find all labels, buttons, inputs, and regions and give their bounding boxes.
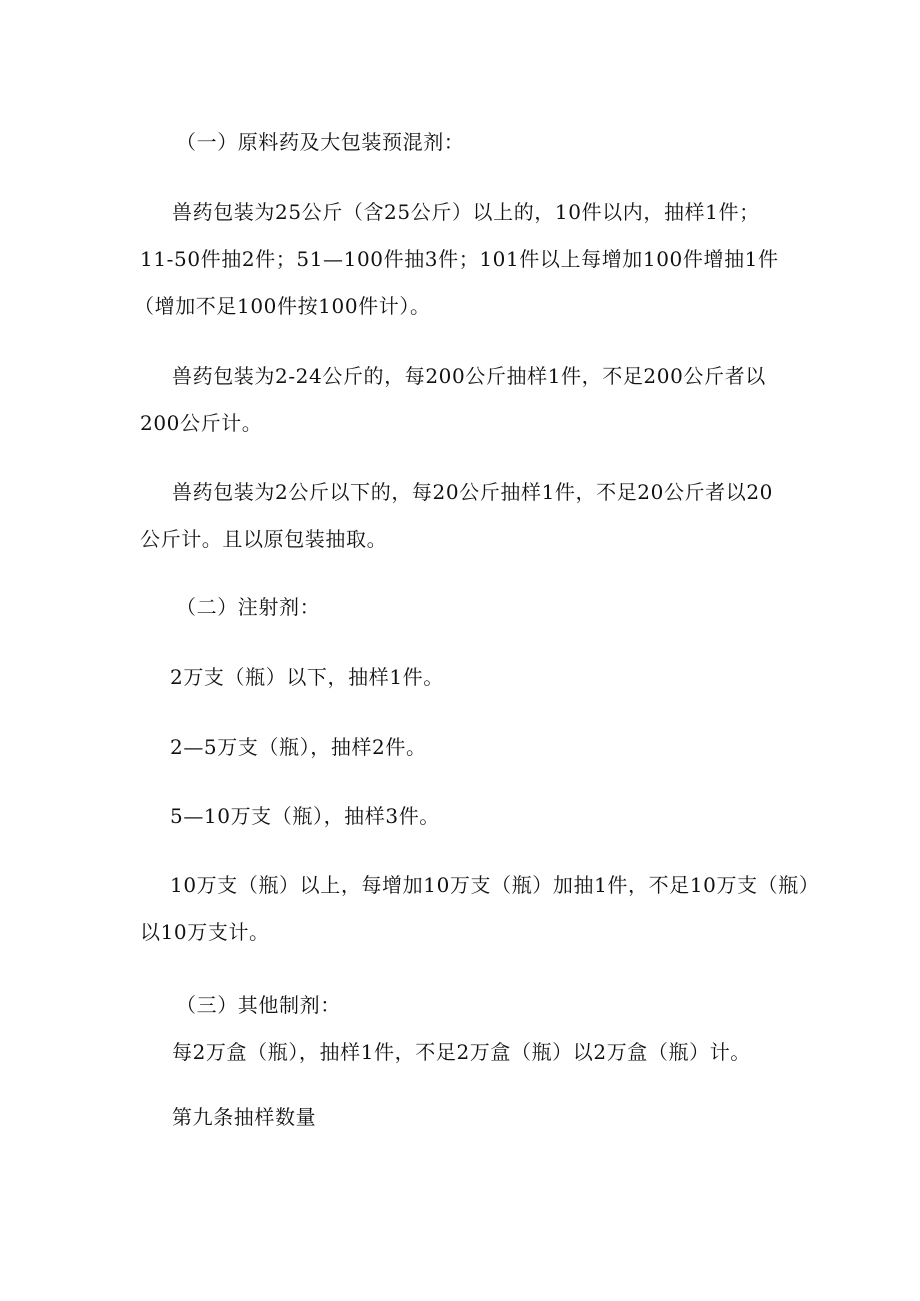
paragraph-line: 兽药包装为2-24公斤的，每200公斤抽样1件，不足200公斤者以 xyxy=(172,364,766,388)
paragraph-line: 10万支（瓶）以上，每增加10万支（瓶）加抽1件，不足10万支（瓶） xyxy=(170,873,820,897)
section-heading-other-preparations: （三）其他制剂： xyxy=(176,993,341,1017)
paragraph-line: 5—10万支（瓶），抽样3件。 xyxy=(170,804,440,828)
paragraph-line: 公斤计。且以原包装抽取。 xyxy=(140,527,388,551)
paragraph-line: 以10万支计。 xyxy=(140,920,270,944)
paragraph-line: 兽药包装为2公斤以下的，每20公斤抽样1件，不足20公斤者以20 xyxy=(172,480,773,504)
section-heading-raw-materials: （一）原料药及大包装预混剂： xyxy=(176,130,465,154)
paragraph-line: 11-50件抽2件；51—100件抽3件；101件以上每增加100件增抽1件 xyxy=(140,247,779,271)
section-heading-injections: （二）注射剂： xyxy=(176,595,321,619)
paragraph-line: 2—5万支（瓶），抽样2件。 xyxy=(170,735,427,759)
paragraph-line: 200公斤计。 xyxy=(140,411,263,435)
paragraph-line: 兽药包装为25公斤（含25公斤）以上的，10件以内，抽样1件； xyxy=(172,200,760,224)
article-heading: 第九条抽样数量 xyxy=(172,1105,317,1129)
paragraph-line: 2万支（瓶）以下，抽样1件。 xyxy=(170,665,444,689)
paragraph-line: （增加不足100件按100件计）。 xyxy=(134,294,431,318)
paragraph-line: 每2万盒（瓶），抽样1件，不足2万盒（瓶）以2万盒（瓶）计。 xyxy=(172,1040,751,1064)
